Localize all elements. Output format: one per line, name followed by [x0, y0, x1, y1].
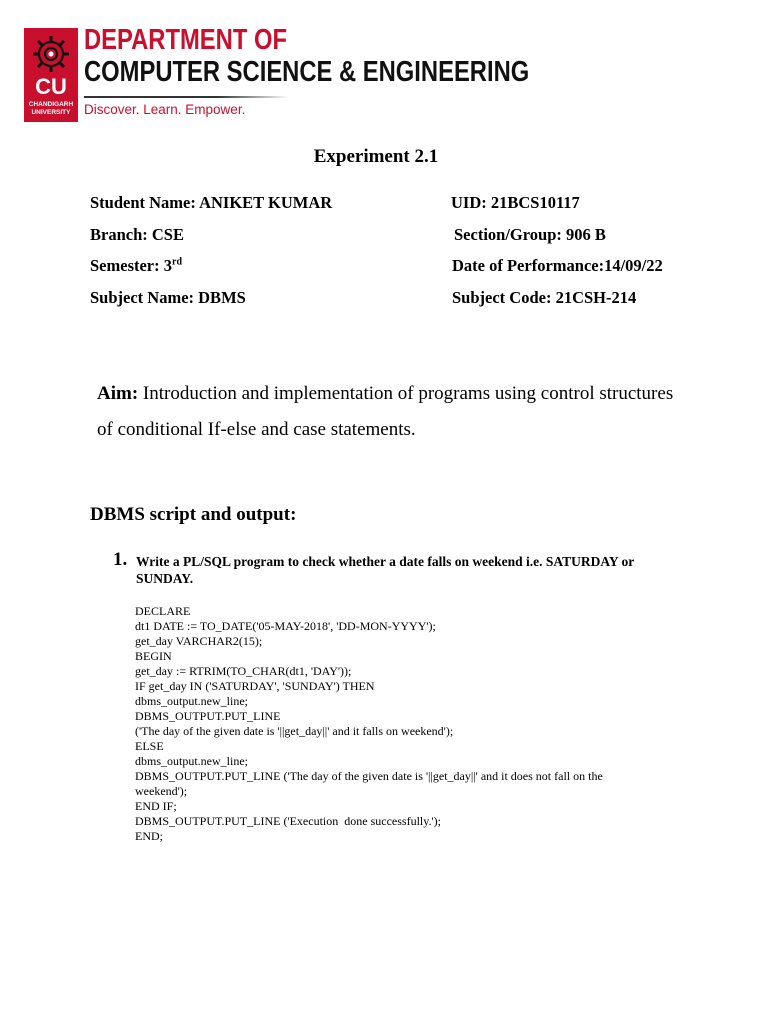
code-line: DBMS_OUTPUT.PUT_LINE ('Execution done successfully.'); [135, 814, 441, 828]
code-line: END; [135, 829, 163, 843]
question-number: 1. [113, 549, 128, 570]
semester [90, 256, 182, 276]
code-line: DBMS_OUTPUT.PUT_LINE [135, 709, 281, 723]
uid: UID: 21BCS10117 [451, 193, 580, 212]
department-title-line2: COMPUTER SCIENCE & ENGINEERING [84, 56, 530, 88]
header-divider [84, 96, 289, 98]
logo-university-text: CHANDIGARH UNIVERSITY [28, 101, 74, 116]
code-line: get_day VARCHAR2(15); [135, 634, 263, 648]
aim-text: Introduction and implementation of programs using control structures of conditional If-else and case statements. [97, 383, 674, 440]
gear-emblem-icon [31, 34, 71, 74]
code-line: dbms_output.new_line; [135, 694, 248, 708]
tagline: Discover. Learn. Empower. [84, 102, 246, 117]
aim-paragraph [97, 376, 677, 448]
code-line: BEGIN [135, 649, 172, 663]
logo-cu-text: CU [35, 74, 67, 99]
date-of-performance: Date of Performance:14/09/22 [452, 256, 663, 275]
student-name: Student Name: ANIKET KUMAR [90, 193, 333, 212]
university-logo [24, 28, 78, 122]
code-line: ('The day of the given date is '||get_day||' and it falls on weekend'); [135, 724, 454, 738]
semester-label: Semester: 3 [90, 256, 173, 275]
code-line: dbms_output.new_line; [135, 754, 248, 768]
department-title-line1: DEPARTMENT OF [84, 24, 288, 56]
subject-code: Subject Code: 21CSH-214 [452, 288, 637, 307]
code-block [135, 604, 655, 844]
subject-name: Subject Name: DBMS [90, 288, 246, 307]
aim-label: Aim: [97, 383, 139, 404]
code-line: IF get_day IN ('SATURDAY', 'SUNDAY') THEN [135, 679, 375, 693]
question-text: Write a PL/SQL program to check whether a date falls on weekend i.e. SATURDAY or SUNDAY. [136, 554, 634, 586]
code-line: END IF; [135, 799, 177, 813]
code-line: dt1 DATE := TO_DATE('05-MAY-2018', 'DD-MON-YYYY'); [135, 619, 436, 633]
code-line: DECLARE [135, 604, 191, 618]
code-line: DBMS_OUTPUT.PUT_LINE ('The day of the given date is '||get_day||' and it does not fall on the weekend'); [135, 769, 606, 798]
code-line: ELSE [135, 739, 164, 753]
experiment-title: Experiment 2.1 [313, 146, 439, 167]
section-group: Section/Group: 906 B [454, 225, 606, 244]
code-line: get_day := RTRIM(TO_CHAR(dt1, 'DAY')); [135, 664, 352, 678]
section-title: DBMS script and output: [90, 504, 297, 525]
semester-suffix: rd [172, 256, 183, 268]
page-header [24, 24, 530, 124]
branch: Branch: CSE [90, 225, 184, 244]
